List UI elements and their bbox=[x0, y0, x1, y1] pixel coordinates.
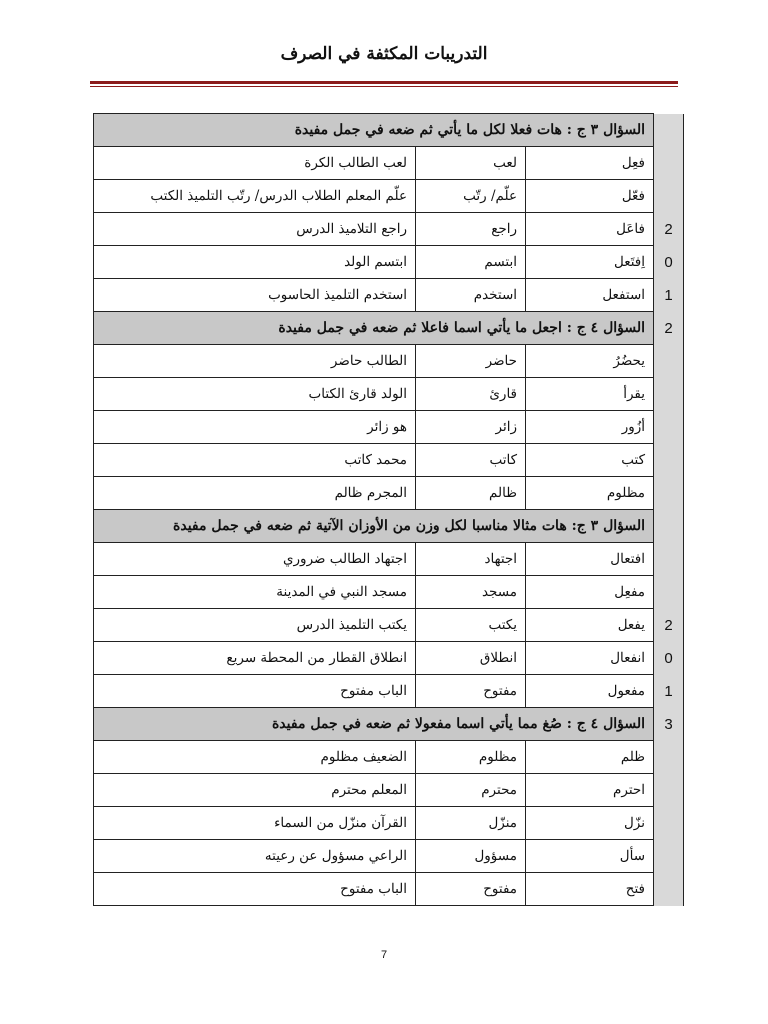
sentence-cell: الضعيف مظلوم bbox=[94, 741, 416, 774]
table-row bbox=[94, 807, 684, 840]
table-row bbox=[94, 642, 684, 675]
example-cell: علّم/ رتّب bbox=[416, 180, 526, 213]
side-margin-cell: 0 bbox=[654, 246, 684, 279]
example-cell: مفتوح bbox=[416, 873, 526, 906]
pattern-cell: سأل bbox=[526, 840, 654, 873]
example-cell: مظلوم bbox=[416, 741, 526, 774]
question-heading: السؤال ٣ ج: هات مثالا مناسبا لكل وزن من الأوزان الآتية ثم ضعه في جمل مفيدة bbox=[94, 510, 654, 543]
sentence-cell: علّم المعلم الطلاب الدرس/ رتّب التلميذ الكتب bbox=[94, 180, 416, 213]
side-margin-cell bbox=[654, 840, 684, 873]
table-row bbox=[94, 609, 684, 642]
table-row bbox=[94, 213, 684, 246]
side-margin-cell bbox=[654, 444, 684, 477]
question-row bbox=[94, 510, 684, 543]
side-margin-cell bbox=[654, 411, 684, 444]
example-cell: كاتب bbox=[416, 444, 526, 477]
example-cell: محترم bbox=[416, 774, 526, 807]
pattern-cell: أزُور bbox=[526, 411, 654, 444]
side-margin-cell bbox=[654, 807, 684, 840]
table-row bbox=[94, 741, 684, 774]
sentence-cell: الراعي مسؤول عن رعيته bbox=[94, 840, 416, 873]
sentence-cell: الطالب حاضر bbox=[94, 345, 416, 378]
table-row bbox=[94, 774, 684, 807]
table-row bbox=[94, 444, 684, 477]
side-margin-cell: 3 bbox=[654, 708, 684, 741]
side-margin-cell bbox=[654, 114, 684, 147]
side-margin-cell bbox=[654, 147, 684, 180]
side-margin-cell bbox=[654, 741, 684, 774]
sentence-cell: المجرم ظالم bbox=[94, 477, 416, 510]
side-margin-cell: 2 bbox=[654, 609, 684, 642]
example-cell: يكتب bbox=[416, 609, 526, 642]
pattern-cell: يفعل bbox=[526, 609, 654, 642]
side-margin-cell: 2 bbox=[654, 213, 684, 246]
sentence-cell: لعب الطالب الكرة bbox=[94, 147, 416, 180]
side-margin-cell bbox=[654, 477, 684, 510]
side-margin-cell bbox=[654, 543, 684, 576]
side-margin-cell bbox=[654, 180, 684, 213]
table-row bbox=[94, 477, 684, 510]
pattern-cell: يحضُرُ bbox=[526, 345, 654, 378]
side-margin-cell bbox=[654, 873, 684, 906]
side-margin-cell: 0 bbox=[654, 642, 684, 675]
table-row bbox=[94, 345, 684, 378]
pattern-cell: فعِل bbox=[526, 147, 654, 180]
example-cell: استخدم bbox=[416, 279, 526, 312]
pattern-cell: ظلم bbox=[526, 741, 654, 774]
table-row bbox=[94, 378, 684, 411]
example-cell: قارئ bbox=[416, 378, 526, 411]
page-number: 7 bbox=[380, 949, 388, 961]
sentence-cell: يكتب التلميذ الدرس bbox=[94, 609, 416, 642]
side-margin-cell: 2 bbox=[654, 312, 684, 345]
table-row bbox=[94, 675, 684, 708]
sentence-cell: المعلم محترم bbox=[94, 774, 416, 807]
side-margin-cell: 1 bbox=[654, 279, 684, 312]
sentence-cell: راجع التلاميذ الدرس bbox=[94, 213, 416, 246]
side-margin-cell bbox=[654, 576, 684, 609]
pattern-cell: يقرأ bbox=[526, 378, 654, 411]
table-row bbox=[94, 873, 684, 906]
question-row bbox=[94, 312, 684, 345]
example-cell: حاضر bbox=[416, 345, 526, 378]
sentence-cell: الباب مفتوح bbox=[94, 675, 416, 708]
sentence-cell: محمد كاتب bbox=[94, 444, 416, 477]
table-row bbox=[94, 543, 684, 576]
example-cell: انطلاق bbox=[416, 642, 526, 675]
page-title: التدريبات المكثفة في الصرف bbox=[280, 44, 488, 64]
exercise-table bbox=[93, 113, 684, 906]
table-row bbox=[94, 180, 684, 213]
example-cell: مسجد bbox=[416, 576, 526, 609]
example-cell: مفتوح bbox=[416, 675, 526, 708]
table-row bbox=[94, 840, 684, 873]
question-heading: السؤال ٣ ج : هات فعلا لكل ما يأتي ثم ضعه في جمل مفيدة bbox=[94, 114, 654, 147]
sentence-cell: الباب مفتوح bbox=[94, 873, 416, 906]
table-row bbox=[94, 147, 684, 180]
pattern-cell: انفعال bbox=[526, 642, 654, 675]
question-heading: السؤال ٤ ج : صُغ مما يأتي اسما مفعولا ثم ضعه في جمل مفيدة bbox=[94, 708, 654, 741]
table-row bbox=[94, 411, 684, 444]
sentence-cell: القرآن منزّل من السماء bbox=[94, 807, 416, 840]
pattern-cell: كتب bbox=[526, 444, 654, 477]
example-cell: اجتهاد bbox=[416, 543, 526, 576]
example-cell: منزّل bbox=[416, 807, 526, 840]
header-divider bbox=[90, 81, 678, 87]
side-margin-cell bbox=[654, 510, 684, 543]
pattern-cell: مظلوم bbox=[526, 477, 654, 510]
question-heading: السؤال ٤ ج : اجعل ما يأتي اسما فاعلا ثم ضعه في جمل مفيدة bbox=[94, 312, 654, 345]
example-cell: لعب bbox=[416, 147, 526, 180]
table-row bbox=[94, 576, 684, 609]
sentence-cell: استخدم التلميذ الحاسوب bbox=[94, 279, 416, 312]
table-row bbox=[94, 246, 684, 279]
example-cell: ابتسم bbox=[416, 246, 526, 279]
pattern-cell: اِفتَعل bbox=[526, 246, 654, 279]
sentence-cell: ابتسم الولد bbox=[94, 246, 416, 279]
sentence-cell: مسجد النبي في المدينة bbox=[94, 576, 416, 609]
table-row bbox=[94, 279, 684, 312]
side-margin-cell bbox=[654, 345, 684, 378]
pattern-cell: فاعَل bbox=[526, 213, 654, 246]
example-cell: مسؤول bbox=[416, 840, 526, 873]
example-cell: ظالم bbox=[416, 477, 526, 510]
sentence-cell: اجتهاد الطالب ضروري bbox=[94, 543, 416, 576]
question-row bbox=[94, 114, 684, 147]
sentence-cell: انطلاق القطار من المحطة سريع bbox=[94, 642, 416, 675]
sentence-cell: الولد قارئ الكتاب bbox=[94, 378, 416, 411]
pattern-cell: مفعول bbox=[526, 675, 654, 708]
pattern-cell: مفعِل bbox=[526, 576, 654, 609]
side-margin-cell: 1 bbox=[654, 675, 684, 708]
pattern-cell: نزّل bbox=[526, 807, 654, 840]
example-cell: زائر bbox=[416, 411, 526, 444]
pattern-cell: استفعل bbox=[526, 279, 654, 312]
pattern-cell: فتح bbox=[526, 873, 654, 906]
side-margin-cell bbox=[654, 774, 684, 807]
pattern-cell: فعّل bbox=[526, 180, 654, 213]
sentence-cell: هو زائر bbox=[94, 411, 416, 444]
example-cell: راجع bbox=[416, 213, 526, 246]
side-margin-cell bbox=[654, 378, 684, 411]
pattern-cell: احترم bbox=[526, 774, 654, 807]
question-row bbox=[94, 708, 684, 741]
pattern-cell: افتعال bbox=[526, 543, 654, 576]
